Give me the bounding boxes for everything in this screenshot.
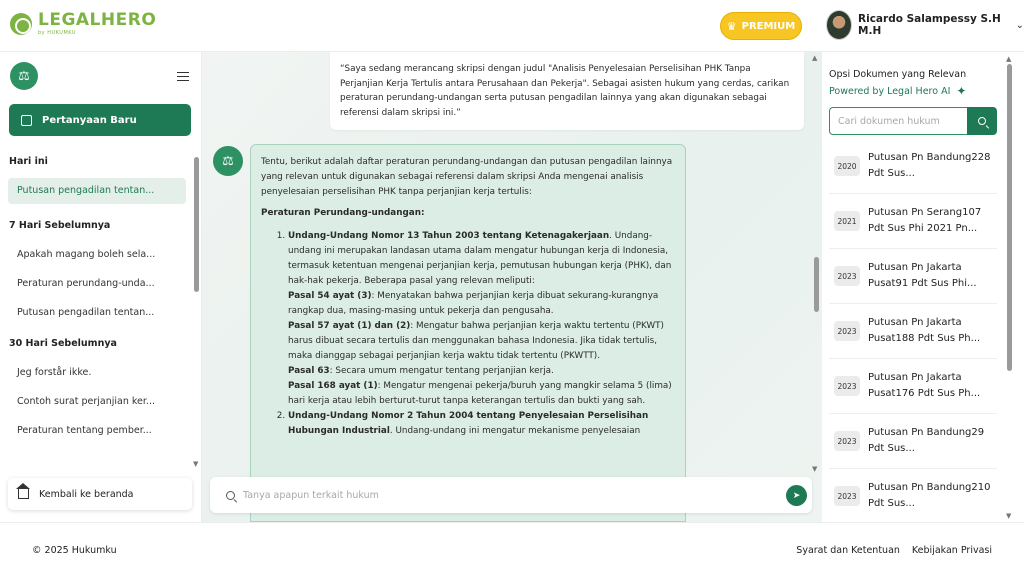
document-search-input[interactable] xyxy=(829,107,967,135)
user-name: Ricardo Salampessy S.H M.H xyxy=(858,13,1001,37)
law-list xyxy=(261,229,675,439)
year-badge: 2021 xyxy=(834,211,860,231)
powered-by xyxy=(829,84,966,98)
year-badge: 2023 xyxy=(834,431,860,451)
document-item[interactable] xyxy=(829,249,997,304)
document-title: Putusan Pn Bandung210 Pdt Sus... xyxy=(868,482,991,509)
scroll-down-icon[interactable]: ▼ xyxy=(193,460,199,468)
panel-title: Opsi Dokumen yang Relevan xyxy=(829,69,967,80)
bot-avatar-icon: ⚖ xyxy=(213,146,243,176)
year-badge: 2023 xyxy=(834,486,860,506)
privacy-link[interactable]: Kebijakan Privasi xyxy=(911,545,992,556)
scroll-down-icon[interactable]: ▼ xyxy=(812,465,818,473)
new-question-button[interactable] xyxy=(9,104,191,136)
document-item[interactable] xyxy=(829,359,997,414)
history-item[interactable]: Putusan pengadilan tentan... xyxy=(8,178,186,204)
document-title: Putusan Pn Bandung29 Pdt Sus... xyxy=(868,427,985,454)
document-title: Putusan Pn Jakarta Pusat91 Pdt Sus Phi... xyxy=(868,262,977,289)
history-item[interactable]: Contoh surat perjanjian ker... xyxy=(17,396,155,407)
avatar xyxy=(826,10,852,40)
new-question-label: Pertanyaan Baru xyxy=(42,114,137,126)
documents-panel xyxy=(822,52,1024,522)
bot-heading: Peraturan Perundang-undangan: xyxy=(261,208,425,218)
bot-intro: Tentu, berikut adalah daftar peraturan perundang-undangan dan putusan pengadilan lainnya yang relevan untuk digunakan sebagai referensi dalam skripsi Anda mengenai analisis penyelesaian perselisihan PHK tanpa perjanjian kerja tertulis: xyxy=(261,157,673,197)
chat-scrollbar[interactable] xyxy=(814,257,819,312)
document-item[interactable] xyxy=(829,304,997,359)
year-badge: 2023 xyxy=(834,266,860,286)
header xyxy=(0,0,1024,52)
document-item[interactable] xyxy=(829,414,997,469)
document-search-button[interactable] xyxy=(967,107,997,135)
article-title: Pasal 57 ayat (1) dan (2) xyxy=(288,321,411,331)
premium-button[interactable] xyxy=(720,12,802,40)
user-message: “Saya sedang merancang skripsi dengan judul "Analisis Penyelesaian Perselisihan PHK Tanpa Perjanjian Kerja Tertulis antara Perusahaan dan Pekerja". Sebagai asisten hukum yang cerdas, carikan peraturan perundang-undangan serta putusan pengadilan lainnya yang akan digunakan sebagai referensi dalam skripsi ini.” xyxy=(330,52,804,130)
section-title: 7 Hari Sebelumnya xyxy=(9,220,111,231)
terms-link[interactable]: Syarat dan Ketentuan xyxy=(796,545,900,556)
logo-title: LEGALHERO xyxy=(38,10,157,30)
sidebar xyxy=(0,52,202,522)
history-item[interactable]: Apakah magang boleh sela... xyxy=(17,249,156,260)
article-desc: : Menyatakan bahwa perjanjian kerja dibuat sekurang-kurangnya rangkap dua, masing-masing untuk pekerja dan pengusaha. xyxy=(288,291,659,316)
sparkle-icon: ✦ xyxy=(956,84,967,98)
premium-label: PREMIUM xyxy=(741,20,796,32)
article-desc: : Secara umum mengatur tentang perjanjian kerja. xyxy=(329,366,554,376)
scroll-up-icon[interactable]: ▲ xyxy=(812,54,818,62)
article-title: Pasal 63 xyxy=(288,366,330,376)
history-item[interactable]: Putusan pengadilan tentan... xyxy=(17,307,155,318)
send-button[interactable] xyxy=(786,485,807,506)
year-badge: 2020 xyxy=(834,156,860,176)
search-icon xyxy=(226,491,235,500)
year-badge: 2023 xyxy=(834,376,860,396)
send-icon: ➤ xyxy=(792,490,801,501)
logo-subtitle: by HUKUMKU xyxy=(38,30,77,36)
footer xyxy=(0,522,1024,573)
history-item[interactable]: Peraturan tentang pember... xyxy=(17,425,152,436)
year-badge: 2023 xyxy=(834,321,860,341)
crown-icon: ♛ xyxy=(726,19,737,33)
logo[interactable] xyxy=(10,12,156,36)
history-item[interactable]: Peraturan perundang-unda... xyxy=(17,278,155,289)
chat-input[interactable] xyxy=(243,490,763,501)
documents-scrollbar[interactable] xyxy=(1007,64,1012,371)
document-title: Putusan Pn Jakarta Pusat176 Pdt Sus Ph... xyxy=(868,372,981,399)
article-title: Pasal 54 ayat (3) xyxy=(288,291,372,301)
search-icon xyxy=(978,117,986,125)
scale-icon xyxy=(10,13,32,35)
history-list xyxy=(0,150,194,470)
article-title: Pasal 168 ayat (1) xyxy=(288,381,378,391)
scroll-down-icon[interactable]: ▼ xyxy=(1006,512,1012,520)
document-title: Putusan Pn Jakarta Pusat188 Pdt Sus Ph... xyxy=(868,317,981,344)
document-item[interactable] xyxy=(829,194,997,249)
section-title: 30 Hari Sebelumnya xyxy=(9,338,117,349)
document-title: Putusan Pn Bandung228 Pdt Sus... xyxy=(868,152,991,179)
back-home-button[interactable] xyxy=(8,478,192,510)
document-title: Putusan Pn Serang107 Pdt Sus Phi 2021 Pn... xyxy=(868,207,982,234)
chat-input-box xyxy=(210,477,812,513)
bot-message xyxy=(250,144,686,522)
footer-links xyxy=(796,545,992,556)
document-list xyxy=(829,139,997,522)
scale-icon: ⚖ xyxy=(10,62,38,90)
back-home-label: Kembali ke beranda xyxy=(39,488,134,500)
document-item[interactable] xyxy=(829,139,997,194)
menu-icon[interactable] xyxy=(177,72,189,81)
law-desc: . Undang-undang ini merupakan landasan utama dalam mengatur hubungan kerja di Indonesia, termasuk ketentuan mengenai perjanjian kerja, pemutusan hubungan kerja (PHK), dan hak-hak pekerja. Beberapa pasal yang relevan meliputi: xyxy=(288,231,672,286)
powered-label: Powered by Legal Hero AI xyxy=(829,85,951,97)
document-item[interactable] xyxy=(829,469,997,522)
law-item xyxy=(288,229,675,409)
user-menu[interactable] xyxy=(826,10,1024,40)
history-item[interactable]: Jeg forstår ikke. xyxy=(17,367,92,378)
scroll-up-icon[interactable]: ▲ xyxy=(1006,55,1012,63)
section-title: Hari ini xyxy=(9,156,48,167)
article-desc: : Mengatur bahwa perjanjian kerja waktu tertentu (PKWT) harus dibuat secara tertulis dan menggunakan bahasa Indonesia. Jika tidak tertulis, maka dianggap sebagai perjanjian kerja waktu tidak tertentu (PKWTT). xyxy=(288,321,664,361)
law-title: Undang-Undang Nomor 2 Tahun 2004 tentang Penyelesaian Perselisihan Hubungan Industrial xyxy=(288,411,649,436)
sidebar-scrollbar[interactable] xyxy=(194,157,199,292)
chat-area xyxy=(202,52,822,522)
chevron-down-icon: ⌄ xyxy=(1015,19,1024,31)
law-title: Undang-Undang Nomor 13 Tahun 2003 tentang Ketenagakerjaan xyxy=(288,231,610,241)
copyright: © 2025 Hukumku xyxy=(32,545,117,556)
article-desc: : Mengatur mengenai pekerja/buruh yang mangkir selama 5 (lima) hari kerja atau lebih berturut-turut tanpa keterangan tertulis dan bukti yang sah. xyxy=(288,381,672,406)
edit-icon xyxy=(21,115,32,126)
home-icon xyxy=(18,489,29,499)
law-item xyxy=(288,409,675,439)
law-desc: . Undang-undang ini mengatur mekanisme penyelesaian xyxy=(389,426,641,436)
